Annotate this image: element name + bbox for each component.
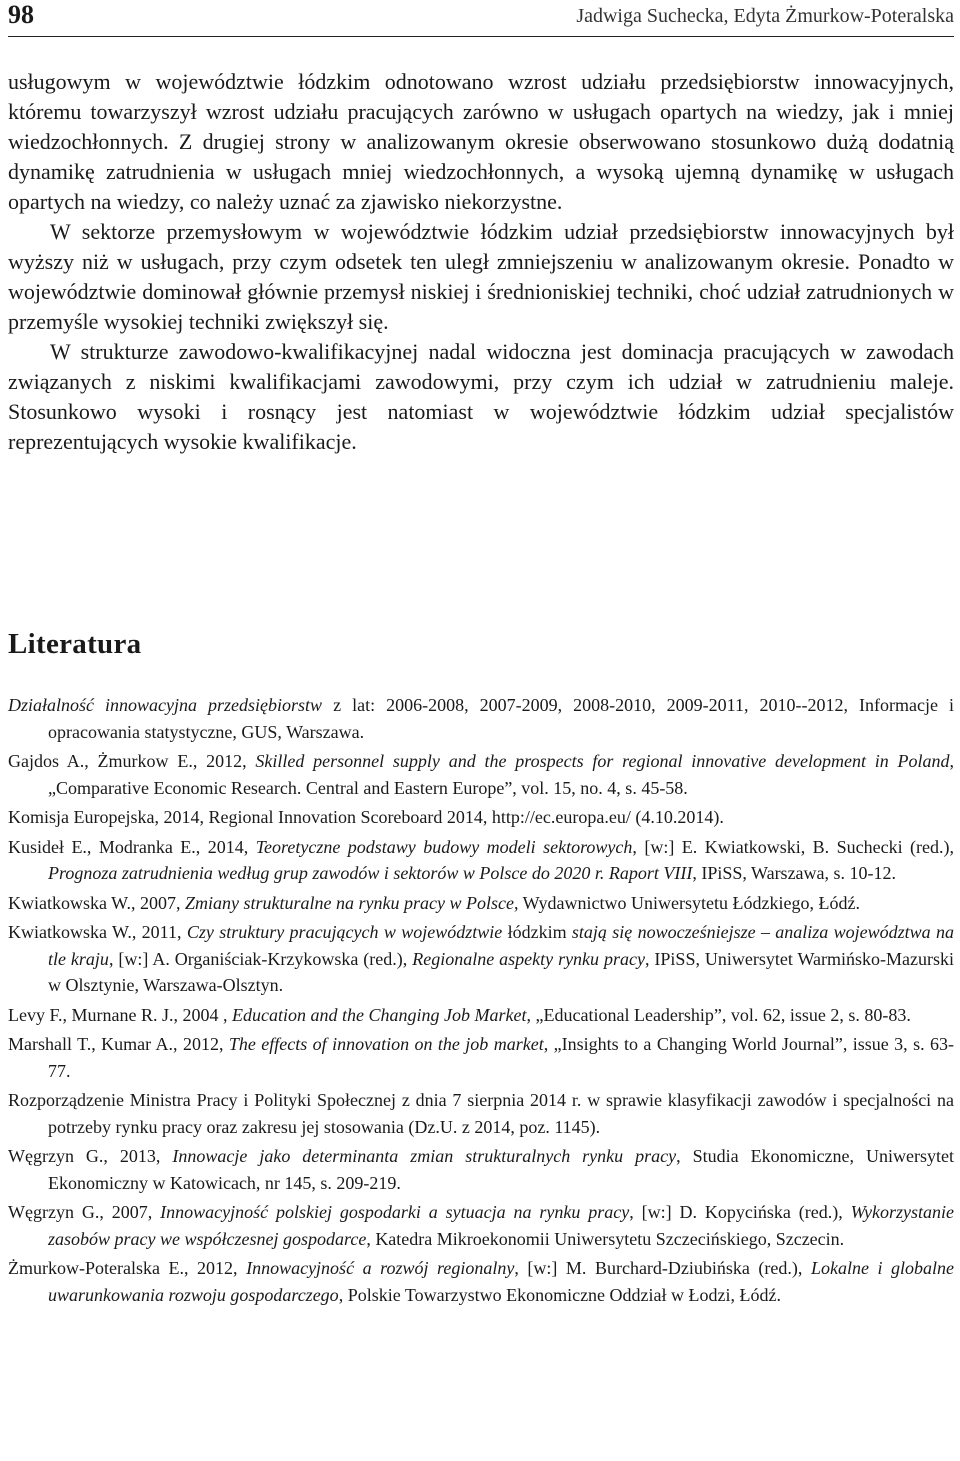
reference-text: Węgrzyn G., 2013, [8,1146,173,1166]
reference-text: z lat: 2006-2008, 2007-2009, 2008-2010, 2009-2011, 2010--2012, Informacje i opracowania statystyczne, GUS, Warszawa. [48,695,955,742]
reference-item [8,804,954,831]
reference-title: Działalność innowacyjna przedsiębiorstw [8,695,323,715]
running-head: Jadwiga Suchecka, Edyta Żmurkow-Poteralska [576,5,954,27]
section-title: Literatura [8,628,142,660]
reference-title: Skilled personnel supply and the prospects for regional innovative development in Poland [255,751,950,771]
reference-text: , [w:] E. Kwiatkowski, B. Suchecki (red.), [632,836,954,857]
reference-title: Innowacyjność polskiej gospodarki a sytuacja na rynku pracy [160,1202,630,1222]
reference-title: Regionalne aspekty rynku pracy [412,948,645,969]
reference-text: , Polskie Towarzystwo Ekonomiczne Oddział w Łodzi, Łódź. [338,1284,781,1305]
reference-list [8,692,954,1308]
reference-text: Kwiatkowska W., 2011, [8,922,187,942]
reference-item [8,1002,954,1029]
reference-text: , „Insights to a Changing World Journal”, issue 3, s. 63-77. [48,1034,954,1081]
reference-title: Wykorzystanie zasobów pracy we współczesnej gospodarce [48,1202,954,1249]
page-header [8,0,954,37]
reference-title: Education and the Changing Job Market [232,1004,527,1025]
reference-item [8,1143,954,1196]
reference-title: Zmiany strukturalne na rynku pracy w Polsce [185,892,514,913]
reference-text: Gajdos A., Żmurkow E., 2012, [8,751,256,771]
page-number: 98 [8,0,34,29]
reference-text: , [w:] A. Organiściak-Krzykowska (red.), [108,948,413,969]
body-text [8,67,954,457]
reference-text: Węgrzyn G., 2007, [8,1202,161,1222]
reference-text: Kwiatkowska W., 2007, [8,892,185,913]
reference-text: , Studia Ekonomiczne, Uniwersytet Ekonomiczny w Katowicach, nr 145, s. 209-219. [48,1146,954,1193]
reference-item [8,748,954,801]
reference-title: stają się nowocześniejsze – analiza województwa na tle kraju [48,922,955,969]
reference-text: , „Educational Leadership”, vol. 62, issue 2, s. 80-83. [526,1004,911,1025]
reference-item [8,692,954,745]
reference-text: , IPiSS, Warszawa, s. 10-12. [692,863,897,883]
reference-title: Innowacje jako determinanta zmian strukturalnych rynku pracy [172,1146,677,1166]
reference-text: łódzkim [502,922,572,942]
reference-item [8,919,954,999]
reference-title: Lokalne i globalne uwarunkowania rozwoju gospodarczego [48,1258,955,1305]
reference-text: Rozporządzenie Ministra Pracy i Polityki Społecznej z dnia 7 sierpnia 2014 r. w sprawie klasyfikacji zawodów i specjalności na potrzeby rynku pracy oraz zakresu jej stosowania (Dz.U. z 2014, poz. 1145). [8,1090,954,1137]
reference-text: Kusideł E., Modranka E., 2014, [8,836,256,857]
reference-text: , [w:] M. Burchard-Dziubińska (red.), [514,1258,811,1278]
reference-text: Żmurkow-Poteralska E., 2012, [8,1258,247,1278]
paragraph: W sektorze przemysłowym w województwie łódzkim udział przedsiębiorstw innowacyjnych był wyższy niż w usługach, przy czym odsetek ten uległ zmniejszeniu w analizowanym okresie. Ponadto w województwie dominował głównie przemysł niskiej i średnioniskiej techniki, choć udział zatrudnionych w przemyśle wysokiej techniki zwiększył się. [8,219,954,334]
reference-text: Marshall T., Kumar A., 2012, [8,1034,229,1054]
reference-item [8,1087,954,1140]
reference-title: Czy struktury pracujących w województwie [186,922,503,942]
reference-item [8,1255,954,1308]
paragraph: usługowym w województwie łódzkim odnotowano wzrost udziału przedsiębiorstw innowacyjnych, któremu towarzyszył wzrost udziału pracujących zarówno w usługach opartych na wiedzy, jak i mniej wiedzochłonnych. Z drugiej strony w analizowanym okresie obserwowano stosunkowo dużą dodatnią dynamikę zatrudnienia w usługach mniej wiedzochłonnych, a wysoką ujemną dynamikę w usługach opartych na wiedzy, co należy uznać za zjawisko niekorzystne. [8,69,954,214]
reference-text: , [w:] D. Kopycińska (red.), [629,1202,851,1222]
paragraph: W strukturze zawodowo-kwalifikacyjnej nadal widoczna jest dominacja pracujących w zawodach związanych z niskimi kwalifikacjami zawodowymi, przy czym ich udział w zatrudnieniu maleje. Stosunkowo wysoki i rosnący jest natomiast w województwie łódzkim udział specjalistów reprezentujących wysokie kwalifikacje. [8,339,954,454]
reference-item [8,1031,954,1084]
reference-text: Komisja Europejska, 2014, Regional Innovation Scoreboard 2014, http://ec.europa.eu/ (4.10.2014). [8,807,724,827]
reference-item [8,834,954,887]
reference-text: , „Comparative Economic Research. Central and Eastern Europe”, vol. 15, no. 4, s. 45-58. [48,751,955,798]
reference-title: Prognoza zatrudnienia według grup zawodów i sektorów w Polsce do 2020 r. Raport VIII [48,863,693,883]
reference-text: , Wydawnictwo Uniwersytetu Łódzkiego, Łódź. [513,892,860,913]
reference-title: Teoretyczne podstawy budowy modeli sektorowych [255,836,633,857]
reference-text: , Katedra Mikroekonomii Uniwersytetu Szczecińskiego, Szczecin. [366,1228,845,1249]
reference-text: Levy F., Murnane R. J., 2004 , [8,1004,233,1025]
reference-title: The effects of innovation on the job market [228,1034,544,1054]
reference-title: Innowacyjność a rozwój regionalny [246,1258,515,1278]
reference-item [8,890,954,917]
reference-item [8,1199,954,1252]
reference-text: , IPiSS, Uniwersytet Warmińsko-Mazurski w Olsztynie, Warszawa-Olsztyn. [48,948,955,995]
